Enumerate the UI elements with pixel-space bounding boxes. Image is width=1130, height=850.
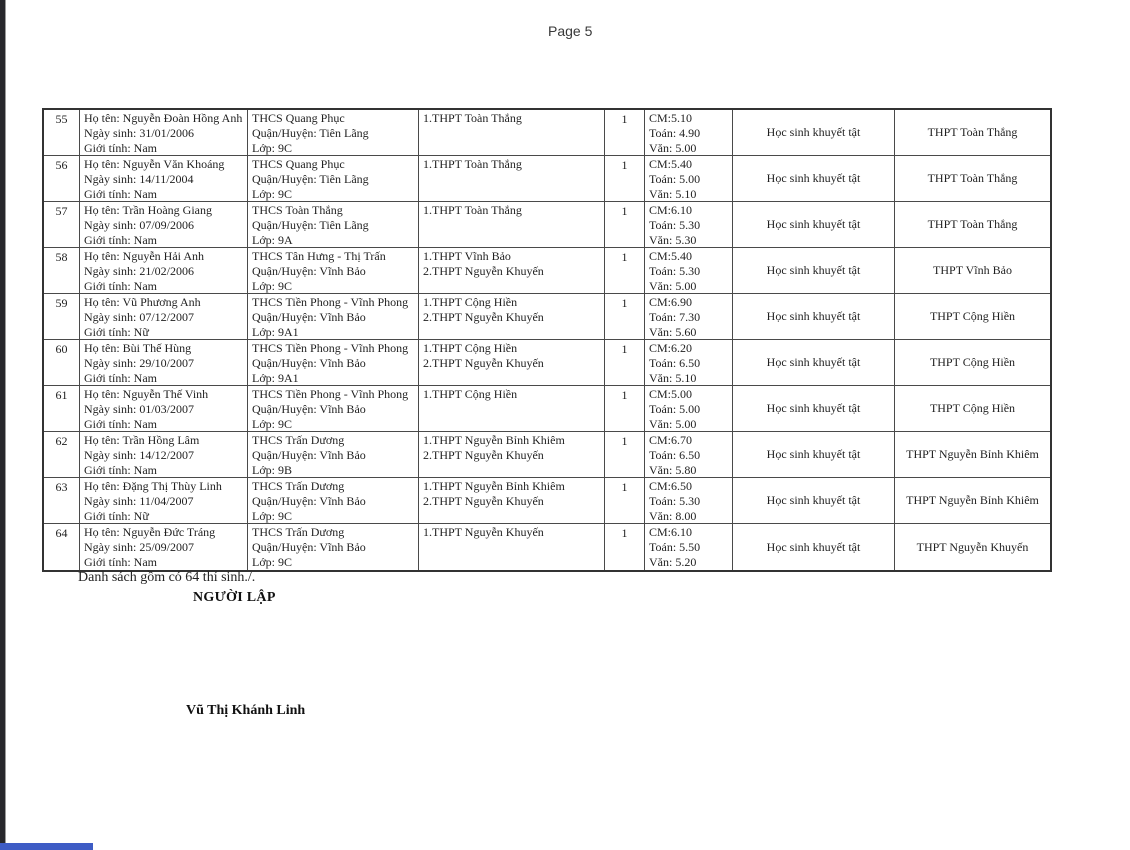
cell-line: Lớp: 9A xyxy=(252,233,293,247)
cell-student-info xyxy=(80,202,248,247)
cell-student-info xyxy=(80,248,248,293)
cell-aspirations xyxy=(419,478,605,523)
cell-line: Lớp: 9B xyxy=(252,463,293,477)
cell-aspirations xyxy=(419,432,605,477)
cell-line: Lớp: 9C xyxy=(252,187,293,201)
table-row xyxy=(44,340,1050,386)
cell-line: Ngày sinh: 07/09/2006 xyxy=(84,218,194,232)
table-row xyxy=(44,386,1050,432)
cell-line: CM:6.50 xyxy=(649,479,693,493)
table-row xyxy=(44,156,1050,202)
cell-count: 1 xyxy=(605,156,645,201)
cell-scores xyxy=(645,340,733,385)
cell-result: THPT Cộng Hiền xyxy=(929,309,1016,323)
cell-line: CM:6.70 xyxy=(649,433,693,447)
cell-school-info xyxy=(248,248,419,293)
table-row xyxy=(44,248,1050,294)
cell-student-info xyxy=(80,432,248,477)
cell-line: Họ tên: Nguyễn Đoàn Hồng Anh xyxy=(84,111,243,125)
cell-line: 1.THPT Toàn Thắng xyxy=(423,157,522,171)
cell-line: Quận/Huyện: Tiên Lãng xyxy=(252,218,369,232)
cell-scores xyxy=(645,156,733,201)
cell-line: Toán: 5.30 xyxy=(649,218,701,232)
cell-line: 1.THPT Cộng Hiền xyxy=(423,341,518,355)
cell-line: Ngày sinh: 07/12/2007 xyxy=(84,310,194,324)
cell-result: THPT Nguyễn Khuyến xyxy=(916,539,1029,554)
cell-result: THPT Cộng Hiền xyxy=(929,355,1016,369)
cell-status: Học sinh khuyết tật xyxy=(733,156,895,201)
cell-school-info xyxy=(248,386,419,431)
cell-line: 2.THPT Nguyễn Khuyến xyxy=(423,264,544,278)
student-table xyxy=(42,108,1052,572)
cell-line: Quận/Huyện: Vĩnh Bảo xyxy=(252,402,366,416)
cell-line: THCS Quang Phục xyxy=(252,157,345,171)
cell-status: Học sinh khuyết tật xyxy=(733,432,895,477)
cell-line: Giới tính: Nam xyxy=(84,371,158,385)
cell-school-info xyxy=(248,524,419,570)
cell-line: Văn: 5.20 xyxy=(649,555,697,569)
cell-line: 2.THPT Nguyễn Khuyến xyxy=(423,310,544,324)
cell-line: Toán: 5.30 xyxy=(649,264,701,278)
cell-line: Họ tên: Nguyễn Hải Anh xyxy=(84,249,204,263)
cell-line: CM:5.00 xyxy=(649,387,693,401)
cell-aspirations xyxy=(419,386,605,431)
cell-ordinal: 56 xyxy=(44,156,80,201)
cell-line: Giới tính: Nam xyxy=(84,233,158,247)
cell-aspirations xyxy=(419,340,605,385)
cell-line: 1.THPT Nguyễn Bỉnh Khiêm xyxy=(423,479,565,493)
cell-line: Ngày sinh: 31/01/2006 xyxy=(84,126,194,140)
cell-count: 1 xyxy=(605,294,645,339)
cell-count: 1 xyxy=(605,202,645,247)
cell-line: 1.THPT Nguyễn Bỉnh Khiêm xyxy=(423,433,565,447)
cell-result: THPT Toàn Thắng xyxy=(927,125,1018,139)
cell-school-info xyxy=(248,478,419,523)
cell-line: Văn: 5.30 xyxy=(649,233,697,247)
cell-line: Ngày sinh: 25/09/2007 xyxy=(84,540,194,554)
cell-line: CM:6.10 xyxy=(649,203,693,217)
cell-line: Giới tính: Nam xyxy=(84,555,158,569)
cell-line: THCS Tân Hưng - Thị Trấn xyxy=(252,249,386,263)
cell-student-info xyxy=(80,110,248,155)
cell-line: THCS Tiền Phong - Vĩnh Phong xyxy=(252,341,409,355)
cell-line: 1.THPT Cộng Hiền xyxy=(423,295,518,309)
cell-line: Giới tính: Nữ xyxy=(84,325,149,339)
table-row xyxy=(44,524,1050,570)
cell-result: THPT Nguyễn Bỉnh Khiêm xyxy=(906,493,1039,507)
cell-line: Họ tên: Bùi Thế Hùng xyxy=(84,341,192,355)
cell-line: Lớp: 9C xyxy=(252,555,293,569)
cell-line: Văn: 5.80 xyxy=(649,463,697,477)
cell-line: Văn: 8.00 xyxy=(649,509,697,523)
cell-status: Học sinh khuyết tật xyxy=(733,110,895,155)
table-row xyxy=(44,432,1050,478)
cell-line: Lớp: 9C xyxy=(252,279,293,293)
cell-line: Lớp: 9C xyxy=(252,141,293,155)
cell-student-info xyxy=(80,340,248,385)
cell-line: Họ tên: Đặng Thị Thùy Linh xyxy=(84,479,222,493)
cell-line: CM:6.20 xyxy=(649,341,693,355)
window-edge-bar xyxy=(0,0,6,850)
cell-aspirations xyxy=(419,202,605,247)
cell-line: Văn: 5.00 xyxy=(649,279,697,293)
cell-count: 1 xyxy=(605,386,645,431)
cell-line: Lớp: 9C xyxy=(252,509,293,523)
cell-line: Văn: 5.00 xyxy=(649,417,697,431)
cell-scores xyxy=(645,386,733,431)
cell-line: Giới tính: Nam xyxy=(84,279,158,293)
cell-line: THCS Tiền Phong - Vĩnh Phong xyxy=(252,295,409,309)
cell-line: Toán: 6.50 xyxy=(649,356,701,370)
cell-line: 1.THPT Cộng Hiền xyxy=(423,387,518,401)
cell-line: Lớp: 9C xyxy=(252,417,293,431)
cell-line: CM:5.10 xyxy=(649,111,693,125)
cell-line: Lớp: 9A1 xyxy=(252,325,299,339)
cell-school-info xyxy=(248,110,419,155)
cell-line: 2.THPT Nguyễn Khuyến xyxy=(423,356,544,370)
cell-ordinal: 62 xyxy=(44,432,80,477)
cell-ordinal: 57 xyxy=(44,202,80,247)
cell-status: Học sinh khuyết tật xyxy=(733,202,895,247)
cell-line: Toán: 5.50 xyxy=(649,540,701,554)
cell-line: THCS Trấn Dương xyxy=(252,525,345,539)
cell-status: Học sinh khuyết tật xyxy=(733,478,895,523)
cell-scores xyxy=(645,294,733,339)
cell-line: Ngày sinh: 11/04/2007 xyxy=(84,494,194,508)
cell-line: Họ tên: Nguyễn Đức Tráng xyxy=(84,525,216,539)
cell-status: Học sinh khuyết tật xyxy=(733,294,895,339)
cell-student-info xyxy=(80,294,248,339)
cell-result: THPT Nguyễn Bỉnh Khiêm xyxy=(906,447,1039,461)
cell-school-info xyxy=(248,340,419,385)
cell-line: Toán: 5.00 xyxy=(649,172,701,186)
cell-line: Toán: 5.00 xyxy=(649,402,701,416)
cell-line: Họ tên: Nguyễn Văn Khoáng xyxy=(84,157,225,171)
cell-aspirations xyxy=(419,294,605,339)
cell-line: Quận/Huyện: Vĩnh Bảo xyxy=(252,356,366,370)
cell-line: Quận/Huyện: Vĩnh Bảo xyxy=(252,310,366,324)
cell-line: Quận/Huyện: Vĩnh Bảo xyxy=(252,540,366,554)
cell-line: Lớp: 9A1 xyxy=(252,371,299,385)
list-summary-text: Danh sách gồm có 64 thí sinh./. xyxy=(78,570,256,585)
cell-line: CM:6.10 xyxy=(649,525,693,539)
cell-line: Họ tên: Vũ Phương Anh xyxy=(84,295,201,309)
cell-line: 1.THPT Nguyễn Khuyến xyxy=(423,525,544,539)
cell-count: 1 xyxy=(605,432,645,477)
cell-line: Ngày sinh: 21/02/2006 xyxy=(84,264,194,278)
cell-scores xyxy=(645,524,733,570)
cell-line: Quận/Huyện: Vĩnh Bảo xyxy=(252,264,366,278)
cell-line: Văn: 5.00 xyxy=(649,141,697,155)
cell-school-info xyxy=(248,294,419,339)
table-row xyxy=(44,478,1050,524)
cell-count: 1 xyxy=(605,478,645,523)
cell-line: 2.THPT Nguyễn Khuyến xyxy=(423,448,544,462)
cell-scores xyxy=(645,478,733,523)
cell-aspirations xyxy=(419,110,605,155)
cell-scores xyxy=(645,110,733,155)
cell-line: Ngày sinh: 01/03/2007 xyxy=(84,402,194,416)
cell-result: THPT Vĩnh Bảo xyxy=(933,263,1012,277)
cell-line: Quận/Huyện: Vĩnh Bảo xyxy=(252,494,366,508)
table-row xyxy=(44,110,1050,156)
cell-line: Toán: 4.90 xyxy=(649,126,701,140)
cell-status: Học sinh khuyết tật xyxy=(733,386,895,431)
cell-line: 1.THPT Toàn Thắng xyxy=(423,111,522,125)
page-number-label: Page 5 xyxy=(548,23,593,39)
cell-student-info xyxy=(80,478,248,523)
cell-line: Toán: 5.30 xyxy=(649,494,701,508)
cell-count: 1 xyxy=(605,340,645,385)
table-row xyxy=(44,294,1050,340)
cell-status: Học sinh khuyết tật xyxy=(733,248,895,293)
cell-count: 1 xyxy=(605,110,645,155)
cell-line: THCS Tiền Phong - Vĩnh Phong xyxy=(252,387,409,401)
bottom-accent-strip xyxy=(0,843,93,850)
cell-line: 1.THPT Vĩnh Bảo xyxy=(423,249,511,263)
cell-status: Học sinh khuyết tật xyxy=(733,524,895,570)
cell-line: Văn: 5.10 xyxy=(649,187,697,201)
cell-result: THPT Toàn Thắng xyxy=(927,217,1018,231)
cell-line: 2.THPT Nguyễn Khuyến xyxy=(423,494,544,508)
cell-line: THCS Trấn Dương xyxy=(252,479,345,493)
cell-line: Quận/Huyện: Vĩnh Bảo xyxy=(252,448,366,462)
cell-line: 1.THPT Toàn Thắng xyxy=(423,203,522,217)
cell-school-info xyxy=(248,202,419,247)
cell-ordinal: 58 xyxy=(44,248,80,293)
cell-line: Giới tính: Nam xyxy=(84,141,158,155)
cell-student-info xyxy=(80,386,248,431)
cell-line: Quận/Huyện: Tiên Lãng xyxy=(252,126,369,140)
cell-ordinal: 59 xyxy=(44,294,80,339)
cell-line: Toán: 7.30 xyxy=(649,310,701,324)
table-row xyxy=(44,202,1050,248)
cell-ordinal: 63 xyxy=(44,478,80,523)
cell-line: Ngày sinh: 29/10/2007 xyxy=(84,356,194,370)
cell-count: 1 xyxy=(605,248,645,293)
cell-line: CM:5.40 xyxy=(649,157,693,171)
cell-aspirations xyxy=(419,524,605,570)
cell-ordinal: 55 xyxy=(44,110,80,155)
cell-school-info xyxy=(248,432,419,477)
cell-student-info xyxy=(80,156,248,201)
cell-line: Giới tính: Nam xyxy=(84,463,158,477)
cell-ordinal: 61 xyxy=(44,386,80,431)
cell-result: THPT Cộng Hiền xyxy=(929,401,1016,415)
cell-line: Văn: 5.10 xyxy=(649,371,697,385)
cell-aspirations xyxy=(419,248,605,293)
cell-line: Giới tính: Nam xyxy=(84,417,158,431)
cell-line: Văn: 5.60 xyxy=(649,325,697,339)
cell-line: Họ tên: Trần Hoàng Giang xyxy=(84,203,212,217)
creator-title: NGƯỜI LẬP xyxy=(193,590,276,605)
cell-line: Toán: 6.50 xyxy=(649,448,701,462)
cell-ordinal: 60 xyxy=(44,340,80,385)
cell-line: Quận/Huyện: Tiên Lãng xyxy=(252,172,369,186)
cell-school-info xyxy=(248,156,419,201)
cell-line: THCS Trấn Dương xyxy=(252,433,345,447)
cell-aspirations xyxy=(419,156,605,201)
cell-line: Giới tính: Nữ xyxy=(84,509,149,523)
cell-line: CM:6.90 xyxy=(649,295,693,309)
cell-line: CM:5.40 xyxy=(649,249,693,263)
cell-student-info xyxy=(80,524,248,570)
creator-name: Vũ Thị Khánh Linh xyxy=(186,703,306,718)
cell-line: THCS Toàn Thắng xyxy=(252,203,343,217)
cell-count: 1 xyxy=(605,524,645,570)
cell-scores xyxy=(645,432,733,477)
cell-line: THCS Quang Phục xyxy=(252,111,345,125)
cell-line: Giới tính: Nam xyxy=(84,187,158,201)
cell-ordinal: 64 xyxy=(44,524,80,570)
cell-line: Ngày sinh: 14/11/2004 xyxy=(84,172,194,186)
cell-scores xyxy=(645,202,733,247)
cell-status: Học sinh khuyết tật xyxy=(733,340,895,385)
cell-line: Họ tên: Trần Hồng Lâm xyxy=(84,433,200,447)
cell-scores xyxy=(645,248,733,293)
cell-line: Ngày sinh: 14/12/2007 xyxy=(84,448,194,462)
cell-result: THPT Toàn Thắng xyxy=(927,171,1018,185)
cell-line: Họ tên: Nguyễn Thế Vinh xyxy=(84,387,209,401)
